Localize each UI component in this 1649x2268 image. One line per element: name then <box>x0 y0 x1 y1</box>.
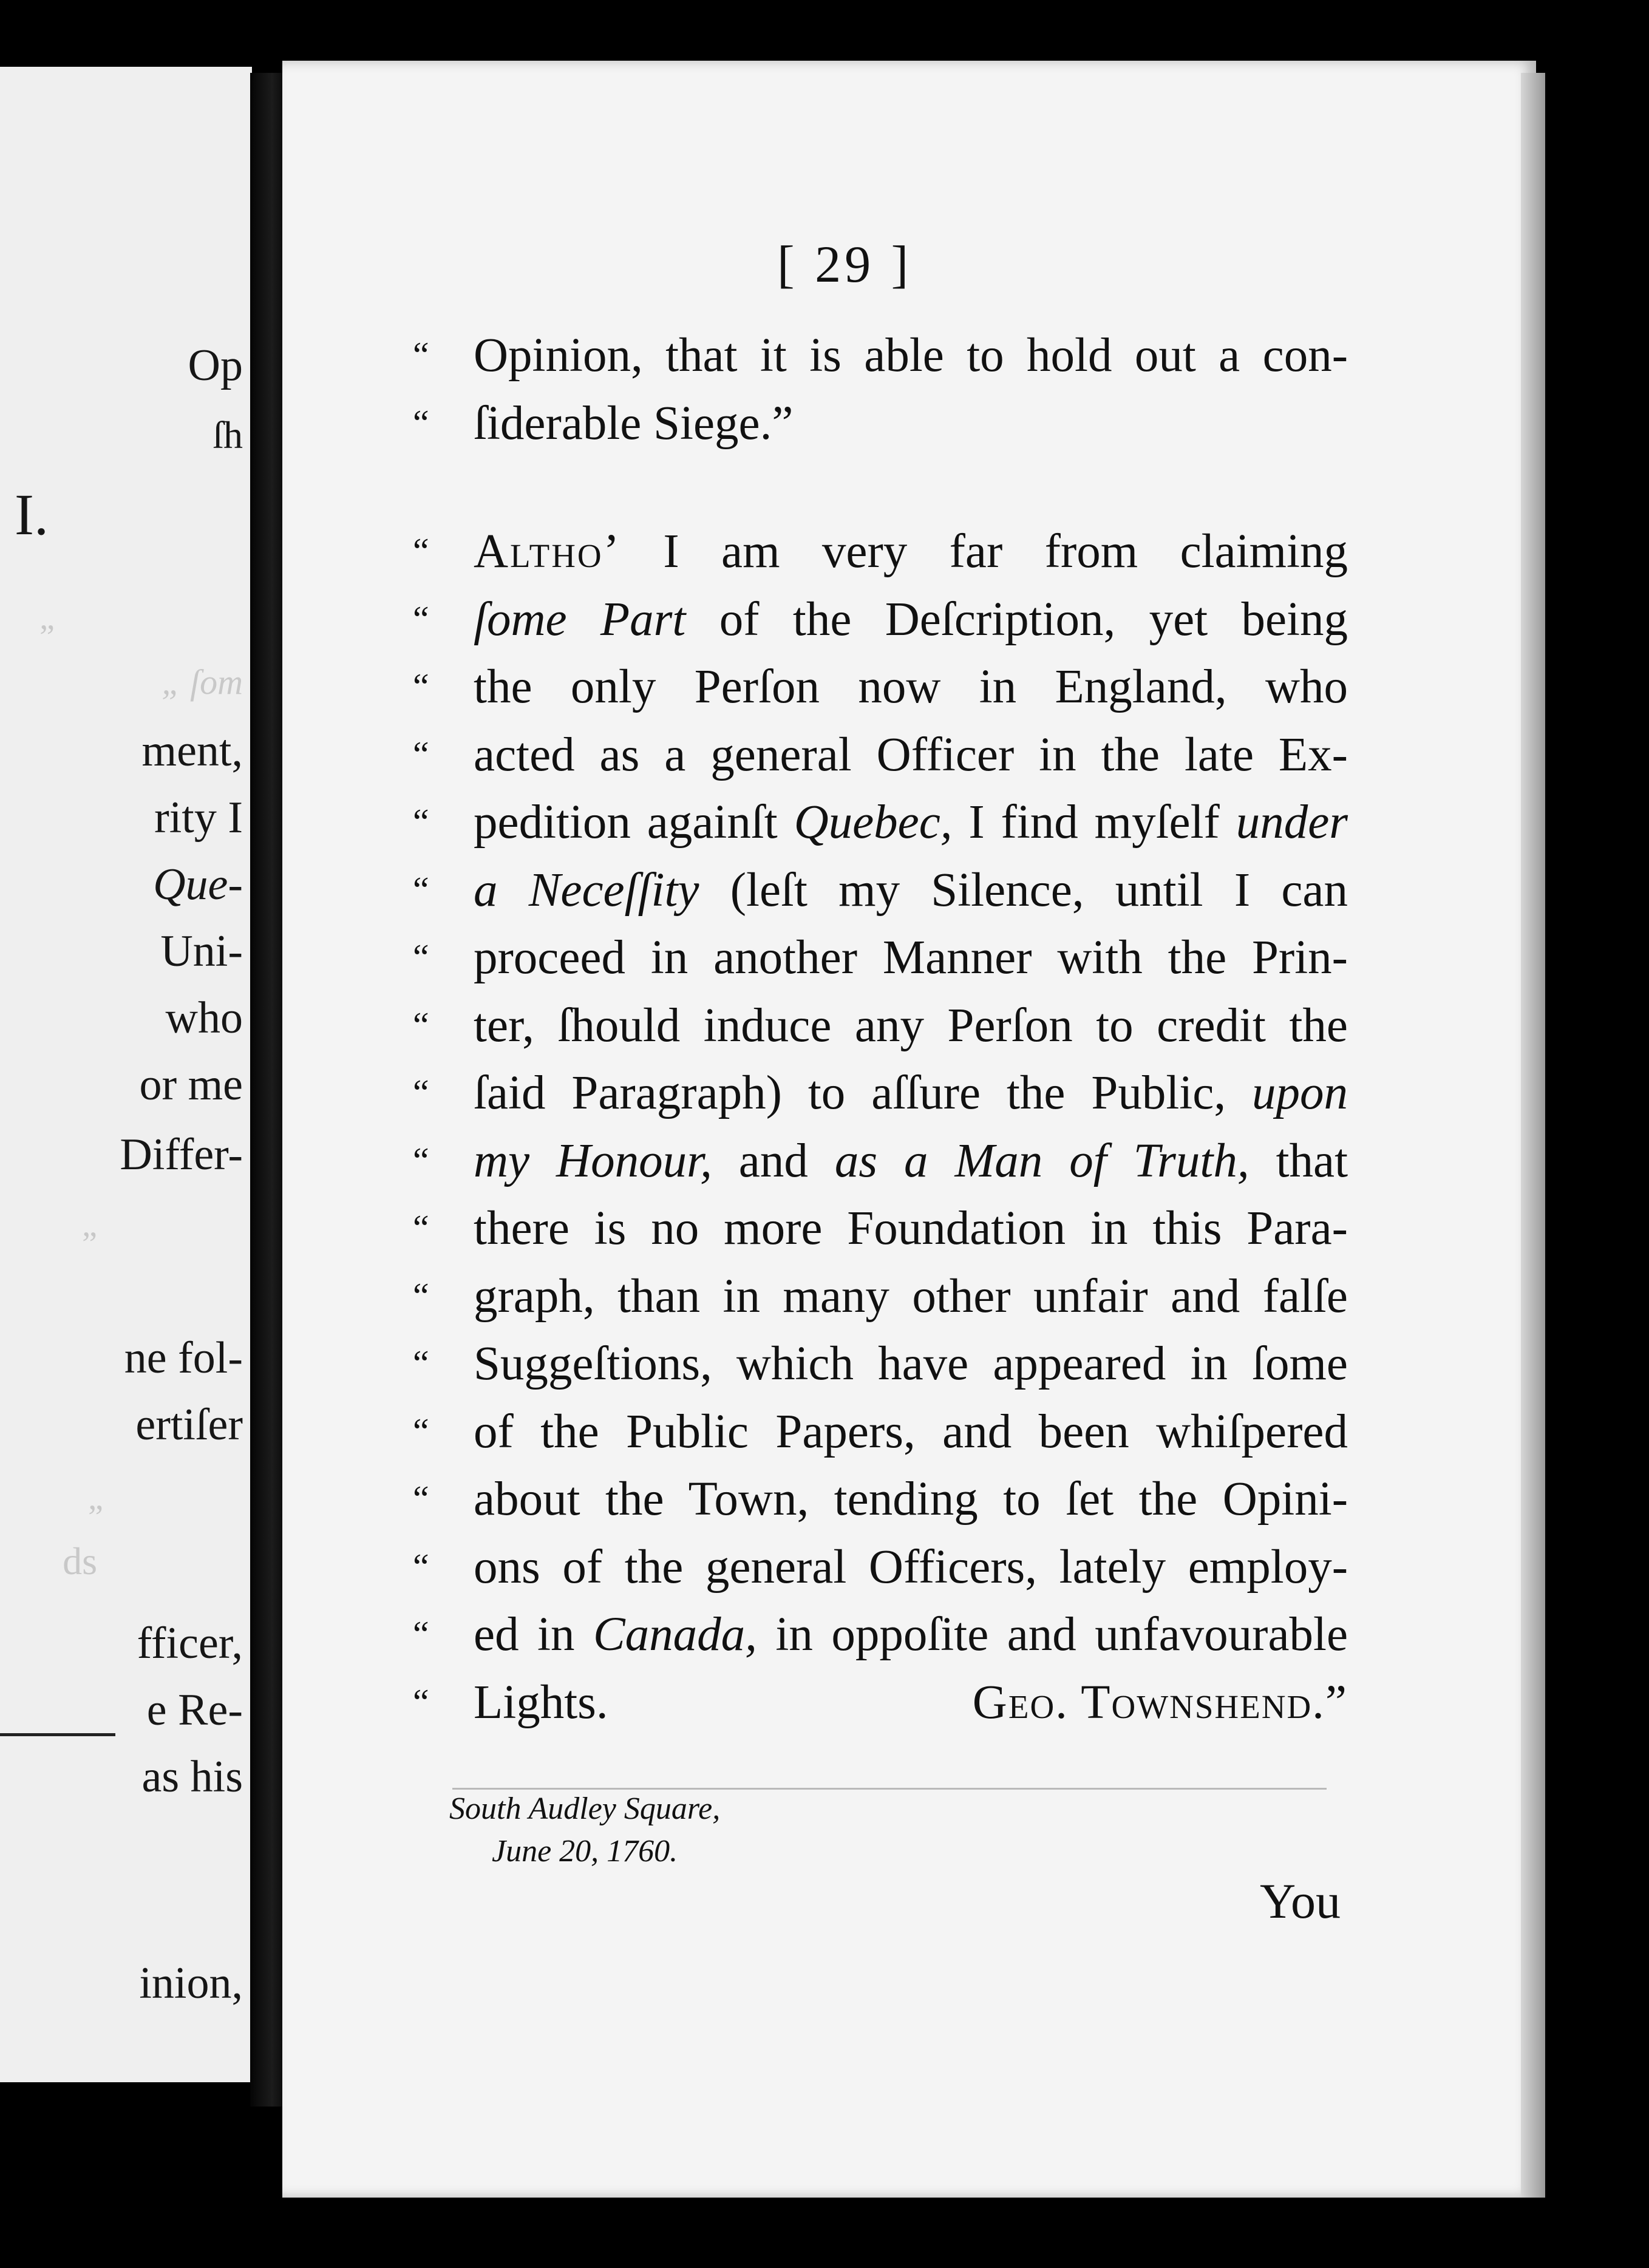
left-page <box>0 67 252 2082</box>
text-line: “ ons of the general Officers, lately employ- <box>413 1533 1348 1601</box>
left-fragment: ne fol- <box>124 1333 243 1383</box>
quote-mark: “ <box>413 402 429 443</box>
text-line: “ Suggeſtions, which have appeared in ſome <box>413 1330 1348 1398</box>
quote-mark: “ <box>413 802 429 842</box>
quote-mark: “ <box>413 531 429 571</box>
text-line: “ ſaid Paragraph) to aſſure the Public, upon <box>413 1059 1348 1127</box>
quote-mark: “ <box>413 1073 429 1113</box>
left-fragment: „ ſom <box>162 662 243 702</box>
quote-mark: “ <box>413 1682 429 1722</box>
dateline-date: June 20, 1760. <box>492 1834 678 1869</box>
book-gutter <box>250 73 287 2107</box>
dateline-place: South Audley Square, <box>449 1791 721 1826</box>
left-fragment: Uni- <box>160 926 243 976</box>
text-line: “ a Neceſſity (leſt my Silence, until I can <box>413 857 1348 925</box>
text-line: “ pedition againſt Quebec, I find myſelf under <box>413 789 1348 857</box>
left-fragment: e Re- <box>146 1685 243 1735</box>
quote-mark: “ <box>413 667 429 707</box>
quote-mark: “ <box>413 1208 429 1248</box>
left-fragment: rity I <box>154 793 243 843</box>
text-line: “ Lights. Geo. Townshend.” <box>413 1669 1348 1737</box>
left-page-rule <box>0 1733 115 1736</box>
catchword: You <box>1260 1873 1341 1929</box>
left-fragment: who <box>165 993 243 1043</box>
quote-mark: “ <box>413 1614 429 1654</box>
text-line: “ there is no more Foundation in this Para- <box>413 1195 1348 1263</box>
quote-mark: “ <box>413 1140 429 1181</box>
left-fragment: ertiſer <box>135 1400 243 1450</box>
left-fragment: as his <box>141 1752 243 1802</box>
text-line: “ about the Town, tending to ſet the Opini- <box>413 1465 1348 1533</box>
left-fragment: inion, <box>139 1958 243 2008</box>
text-line: “ ſiderable Siege.” <box>413 390 1348 458</box>
quote-mark: “ <box>413 1343 429 1384</box>
paragraph-gap <box>413 457 1348 518</box>
quote-mark: “ <box>413 1479 429 1519</box>
text-line: “ Opinion, that it is able to hold out a con- <box>413 322 1348 390</box>
text-line: “ the only Perſon now in England, who <box>413 653 1348 721</box>
opening-word: Altho’ <box>474 525 621 578</box>
page-number: [ 29 ] <box>777 235 913 293</box>
text-line: “ proceed in another Manner with the Prin- <box>413 924 1348 992</box>
text-line: “ ter, ſhould induce any Perſon to credit the <box>413 992 1348 1060</box>
left-fragment: Que- <box>153 860 243 909</box>
left-page-text <box>0 67 243 2082</box>
quote-mark: “ <box>413 599 429 639</box>
quote-mark: “ <box>413 937 429 977</box>
left-fragment: „ <box>39 599 55 637</box>
signature: Geo. Townshend.” <box>972 1676 1348 1729</box>
quote-mark: “ <box>413 335 429 375</box>
left-fragment: ſh <box>212 413 243 457</box>
text-line: “ ed in Canada, in oppoſite and unfavourable <box>413 1601 1348 1669</box>
left-fragment: Op <box>188 341 243 390</box>
quoted-letter <box>413 322 1348 1736</box>
quote-mark: “ <box>413 1546 429 1587</box>
text-line: “ acted as a general Officer in the late Ex- <box>413 721 1348 789</box>
left-fragment: ment, <box>141 726 243 776</box>
footer-rule <box>452 1788 1327 1790</box>
quote-mark: “ <box>413 1275 429 1316</box>
quote-mark: “ <box>413 1005 429 1045</box>
left-fragment: „ <box>82 1206 97 1244</box>
quote-mark: “ <box>413 1411 429 1451</box>
quote-mark: “ <box>413 734 429 775</box>
text-line: “ my Honour, and as a Man of Truth, that <box>413 1127 1348 1195</box>
text-line: “ graph, than in many other unfair and falſe <box>413 1263 1348 1331</box>
left-fragment: fficer, <box>137 1618 243 1668</box>
left-fragment: Differ- <box>120 1130 243 1180</box>
left-fragment: or me <box>139 1060 243 1110</box>
quote-mark: “ <box>413 869 429 910</box>
text-line: “ of the Public Papers, and been whiſpered <box>413 1398 1348 1466</box>
left-fragment: „ <box>88 1479 103 1517</box>
left-fragment: I. <box>15 482 49 547</box>
text-line: “ ſome Part of the Deſcription, yet being <box>413 586 1348 654</box>
left-fragment: ds <box>63 1540 97 1583</box>
page-edge-shadow <box>1521 73 1545 2198</box>
text-line: “ Altho’ I am very far from claiming <box>413 518 1348 586</box>
